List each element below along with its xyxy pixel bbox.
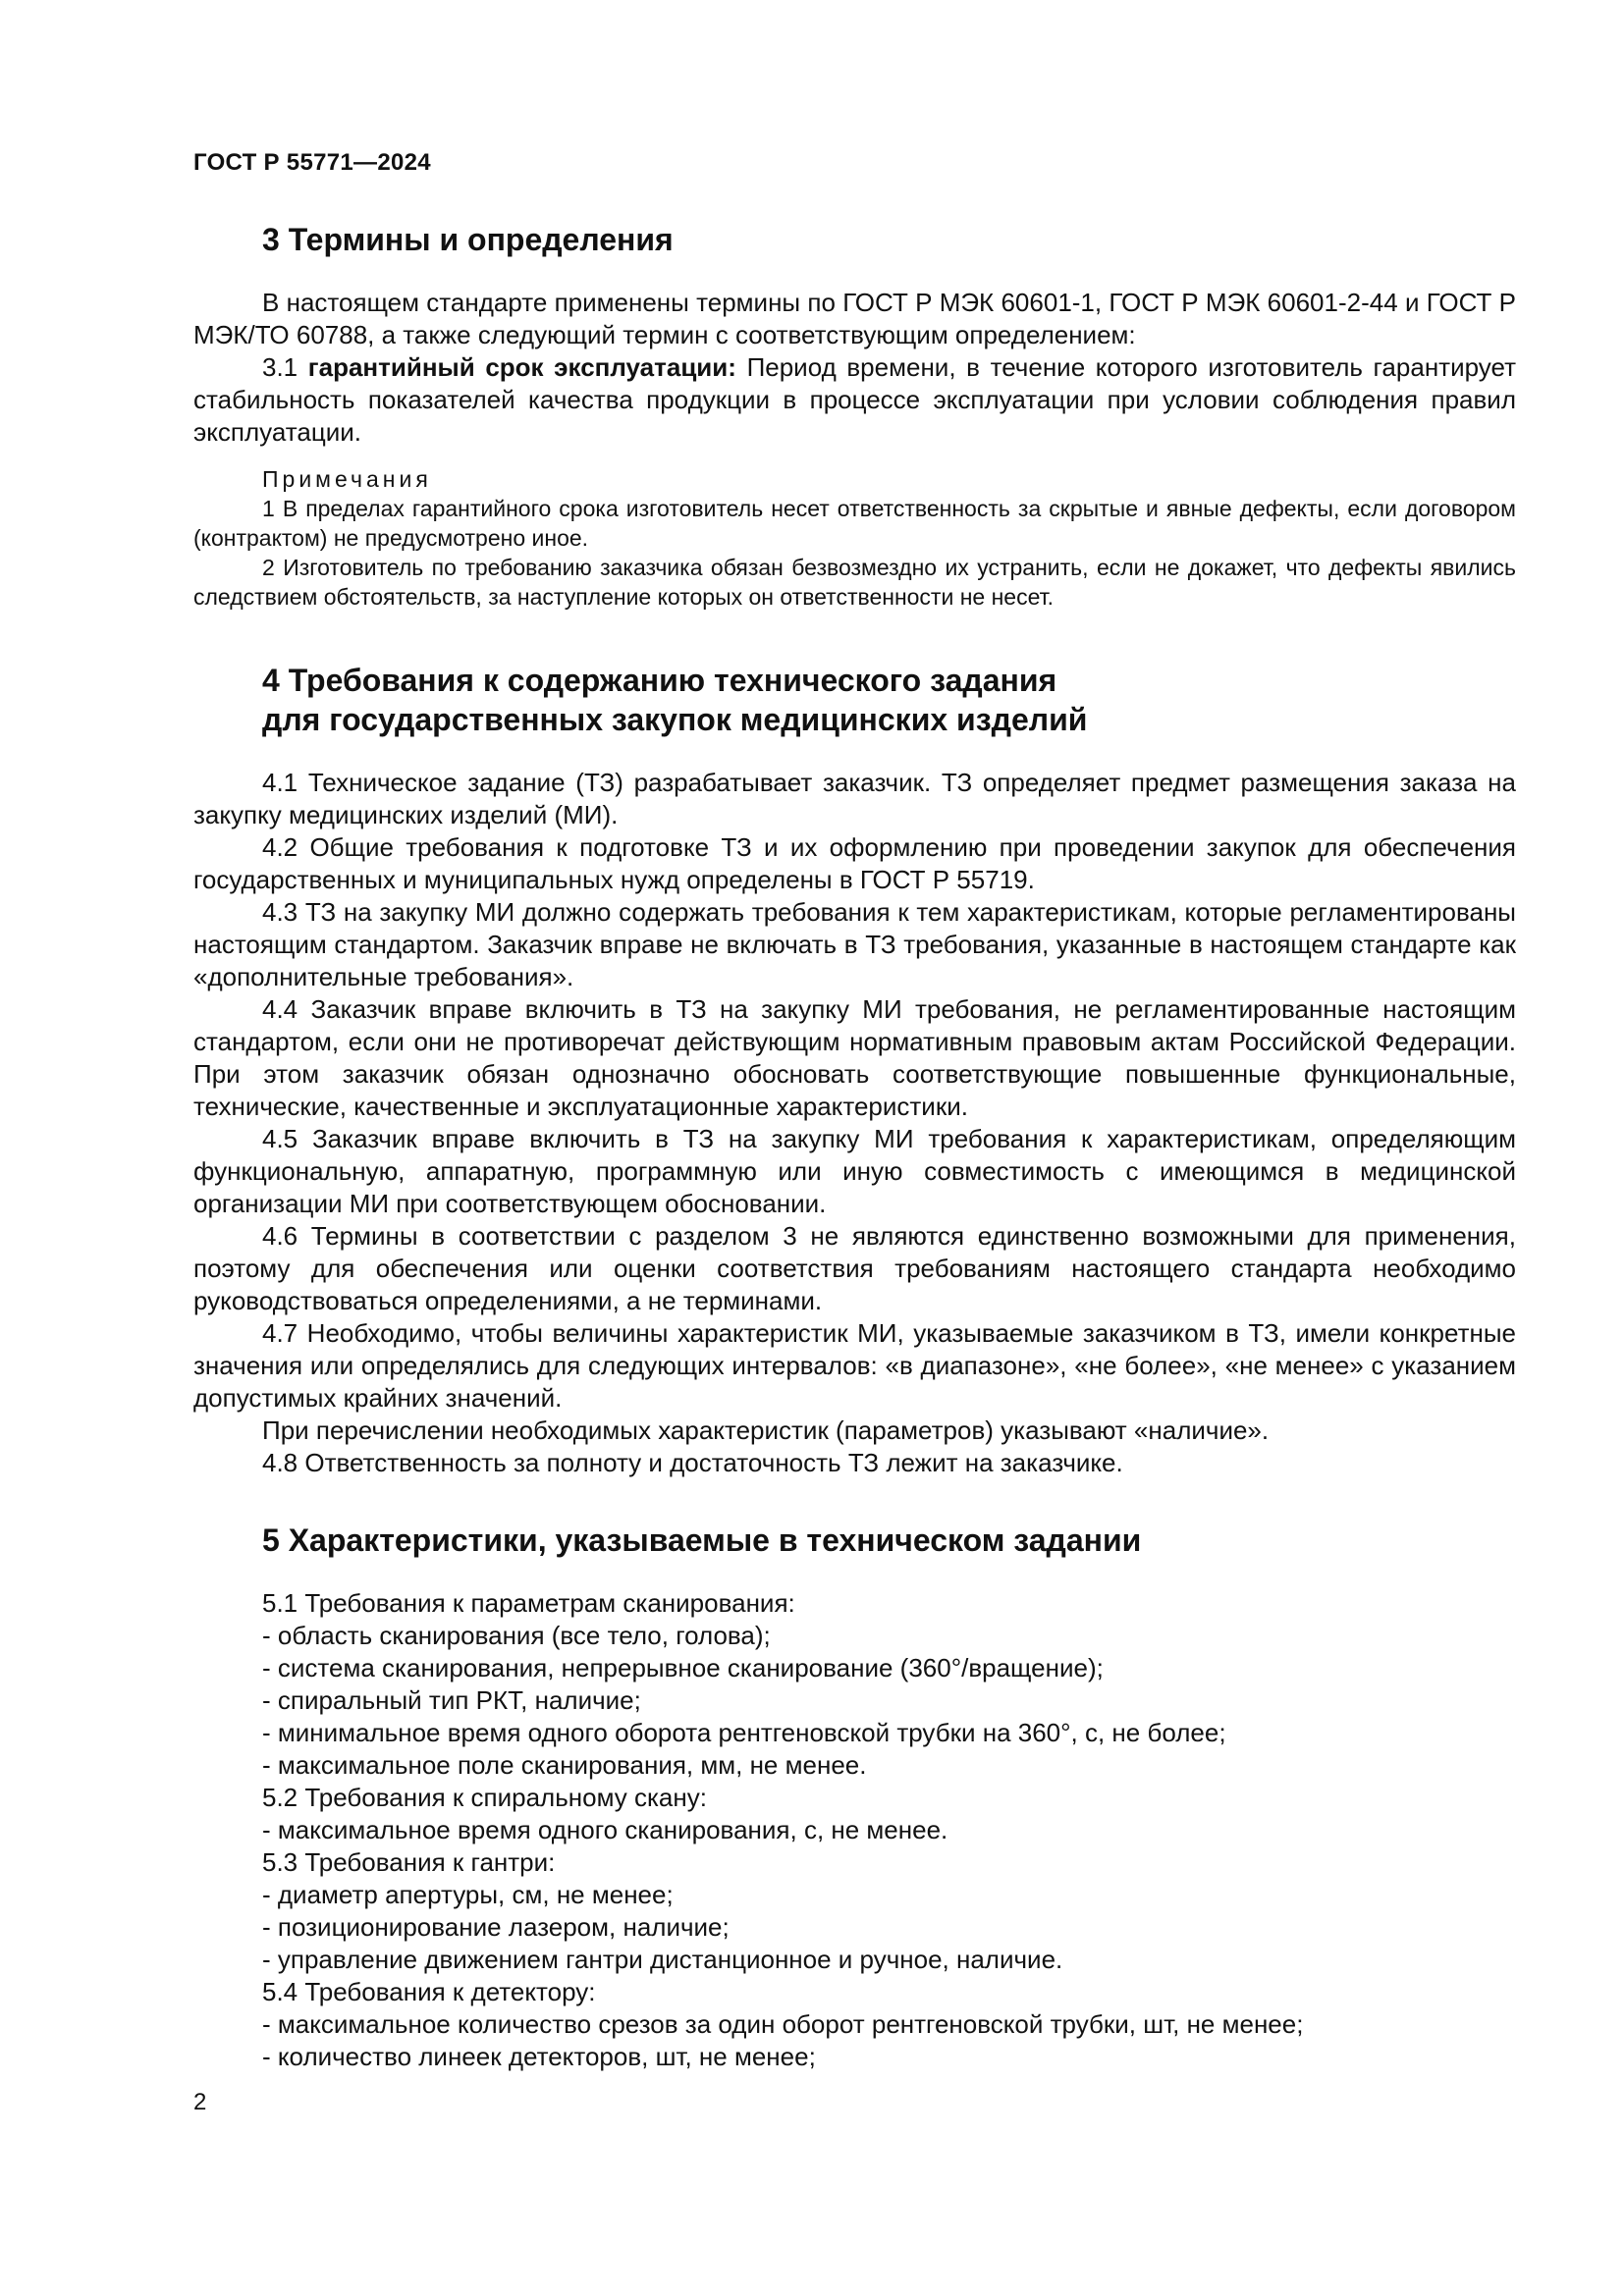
section-4-title-line-1: 4 Требования к содержанию технического задания <box>262 663 1057 698</box>
section-5-title: 5 Характеристики, указываемые в техническом задании <box>262 1522 1142 1558</box>
list-item: - минимальное время одного оборота рентгеновской трубки на 360°, с, не более; <box>262 1718 1226 1747</box>
term-definition: Период времени, в течение которого изготовитель гарантирует стабильность показателей качества продукции в процессе эксплуатации при условии соблюдения правил эксплуатации. <box>193 352 1516 447</box>
list-item: - область сканирования (все тело, голова); <box>262 1621 771 1650</box>
list-item: 5.4 Требования к детектору: <box>262 1977 596 2006</box>
notes-title: Примечания <box>262 466 432 492</box>
list-item: - количество линеек детекторов, шт, не менее; <box>262 2042 816 2071</box>
list-item: - диаметр апертуры, см, не менее; <box>262 1880 674 1909</box>
document-header: ГОСТ Р 55771—2024 <box>193 149 431 176</box>
paragraph-4-4: 4.4 Заказчик вправе включить в ТЗ на закупку МИ требования, не регламентированные настоящим стандартом, если они не противоречат действующим нормативным правовым актам Российской Федерации. При этом заказчик обязан однозначно обосновать соответствующие повышенные функциональные, технические, качественные и эксплуатационные характеристики. <box>193 994 1516 1121</box>
section-4-title-line-2: для государственных закупок медицинских изделий <box>262 702 1088 737</box>
term-number: 3.1 <box>262 352 298 382</box>
document-body <box>193 220 1516 2073</box>
paragraph-4-5: 4.5 Заказчик вправе включить в ТЗ на закупку МИ требования к характеристикам, определяющим функциональную, аппаратную, программную или иную совместимость с имеющимся в медицинской организации МИ при соответствующем обосновании. <box>193 1124 1516 1218</box>
listing-note: При перечислении необходимых характеристик (параметров) указывают «наличие». <box>262 1415 1270 1445</box>
list-item: - позиционирование лазером, наличие; <box>262 1912 730 1942</box>
note-1: 1 В пределах гарантийного срока изготовитель несет ответственность за скрытые и явные дефекты, если договором (контрактом) не предусмотрено иное. <box>193 496 1516 551</box>
term-3-1 <box>193 351 1516 449</box>
section-5-list <box>193 1587 1516 2073</box>
section-3-intro: В настоящем стандарте применены термины по ГОСТ Р МЭК 60601-1, ГОСТ Р МЭК 60601-2-44 и ГОСТ Р МЭК/ТО 60788, а также следующий термин с соответствующим определением: <box>193 288 1516 349</box>
list-item: 5.2 Требования к спиральному скану: <box>262 1783 707 1812</box>
list-item: 5.3 Требования к гантри: <box>262 1847 556 1877</box>
term-name: гарантийный срок эксплуатации: <box>307 352 736 382</box>
paragraph-4-2: 4.2 Общие требования к подготовке ТЗ и их оформлению при проведении закупок для обеспечения государственных и муниципальных нужд определены в ГОСТ Р 55719. <box>193 832 1516 894</box>
paragraph-4-1: 4.1 Техническое задание (ТЗ) разрабатывает заказчик. ТЗ определяет предмет размещения заказа на закупку медицинских изделий (МИ). <box>193 768 1516 829</box>
list-item: - спиральный тип РКТ, наличие; <box>262 1685 641 1715</box>
paragraph-4-3: 4.3 ТЗ на закупку МИ должно содержать требования к тем характеристикам, которые регламентированы настоящим стандартом. Заказчик вправе не включать в ТЗ требования, указанные в настоящем стандарте как «дополнительные требования». <box>193 897 1516 991</box>
paragraph-4-7: 4.7 Необходимо, чтобы величины характеристик МИ, указываемые заказчиком в ТЗ, имели конкретные значения или определялись для следующих интервалов: «в диапазоне», «не более», «не менее» с указанием допустимых крайних значений. <box>193 1318 1516 1413</box>
list-item: - максимальное количество срезов за один оборот рентгеновской трубки, шт, не менее; <box>262 2009 1304 2039</box>
list-item: 5.1 Требования к параметрам сканирования: <box>262 1588 795 1618</box>
list-item: - система сканирования, непрерывное сканирование (360°/вращение); <box>262 1653 1104 1682</box>
paragraph-4-6: 4.6 Термины в соответствии с разделом 3 не являются единственно возможными для применения, поэтому для обеспечения или оценки соответствия требованиям настоящего стандарта необходимо руководствоваться определениями, а не терминами. <box>193 1221 1516 1315</box>
list-item: - максимальное поле сканирования, мм, не менее. <box>262 1750 867 1780</box>
page-number: 2 <box>193 2089 207 2115</box>
paragraph-4-8: 4.8 Ответственность за полноту и достаточность ТЗ лежит на заказчике. <box>262 1448 1123 1477</box>
note-2: 2 Изготовитель по требованию заказчика обязан безвозмездно их устранить, если не докажет, что дефекты явились следствием обстоятельств, за наступление которых он ответственности не несет. <box>193 555 1516 610</box>
section-4-title <box>193 661 1516 739</box>
list-item: - максимальное время одного сканирования, с, не менее. <box>262 1815 948 1844</box>
notes-block <box>193 464 1516 612</box>
list-item: - управление движением гантри дистанционное и ручное, наличие. <box>262 1945 1063 1974</box>
section-3-title: 3 Термины и определения <box>262 222 674 257</box>
